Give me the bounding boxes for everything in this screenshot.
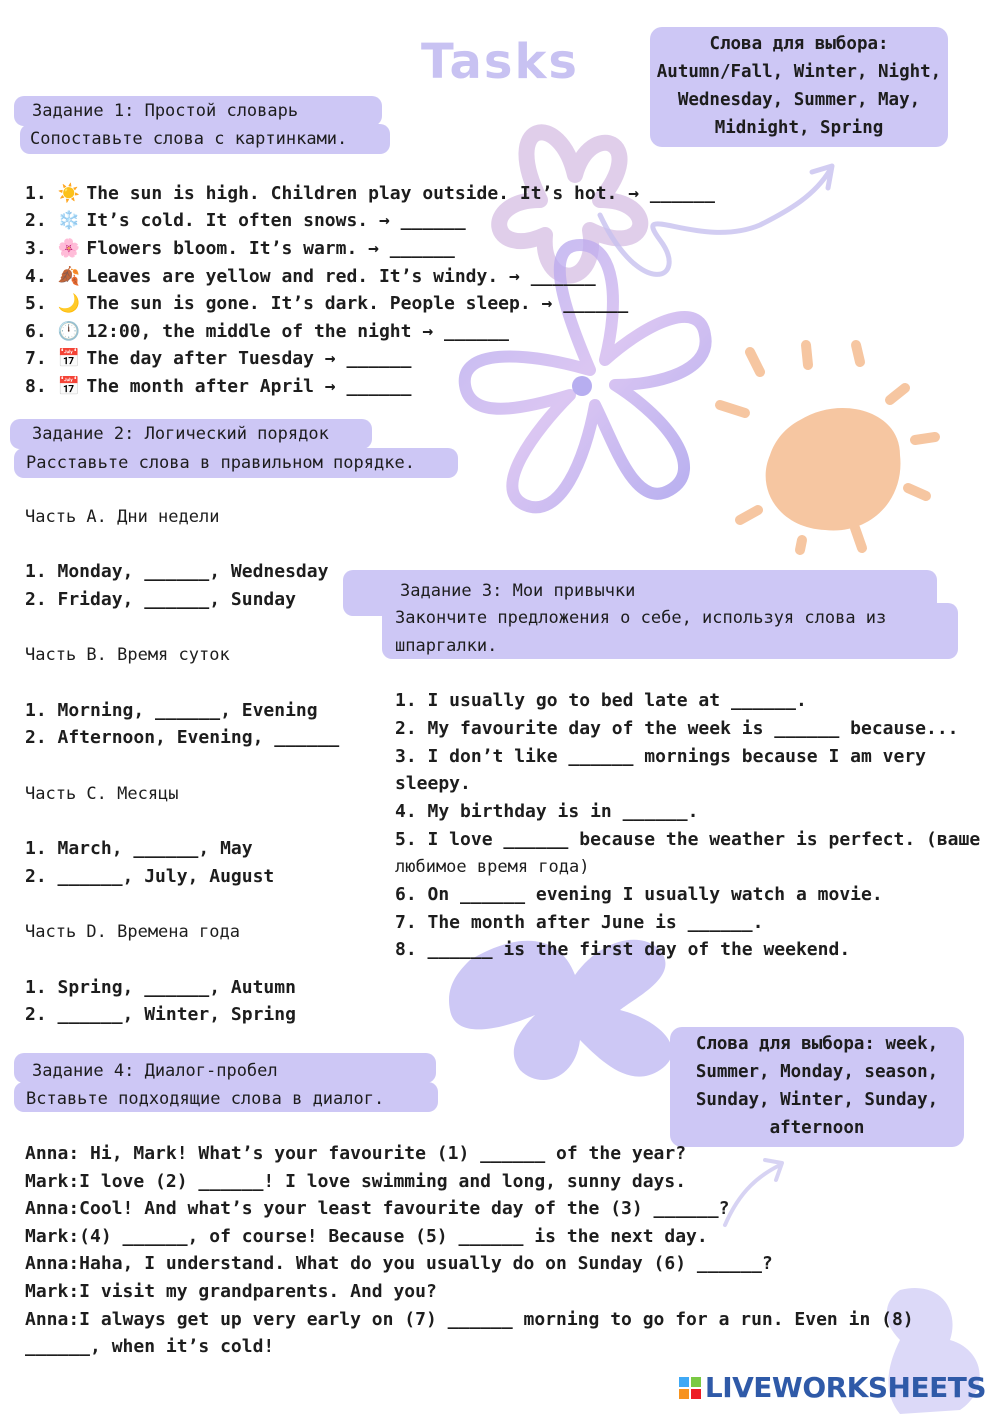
task3-instruction-cont: шпаргалки. [395,636,498,656]
liveworksheets-logo-icon [679,1373,701,1395]
dialogue-line: Anna: Hi, Mark! What’s your favourite (1) ______ of the year? [25,1143,687,1164]
task1-item: 6. 🕛 12:00, the middle of the night → ______ [25,318,509,346]
liveworksheets-logo[interactable] [679,1371,986,1404]
moon-icon: 🌙 [57,293,80,314]
task1-heading: Задание 1: Простой словарь [32,101,299,121]
task3-line: sleepy. [395,773,471,794]
word-bank-line: Summer, Monday, season, [695,1062,939,1082]
word-bank-line: Слова для выбора: [709,34,889,54]
task3-line: 3. I don’t like ______ mornings because I am very [395,746,927,767]
part-d-item: 2. ______, Winter, Spring [25,1004,296,1025]
part-a-label: Часть A. Дни недели [25,507,220,527]
word-bank-line: Sunday, Winter, Sunday, [695,1090,939,1110]
dialogue-line: Mark:I love (2) ______! I love swimming and long, sunny days. [25,1171,687,1192]
sun-icon: ☀️ [57,183,80,204]
task4-heading: Задание 4: Диалог-пробел [32,1061,278,1081]
task1-item: 5. 🌙 The sun is gone. It’s dark. People sleep. → ______ [25,290,628,318]
part-d-item: 1. Spring, ______, Autumn [25,977,296,998]
word-bank-line: Autumn/Fall, Winter, Night, [656,62,942,82]
part-a-item: 1. Monday, ______, Wednesday [25,561,329,582]
page-title: Tasks [420,34,579,90]
part-c-item: 2. ______, July, August [25,866,275,887]
part-b-item: 1. Morning, ______, Evening [25,700,318,721]
flower-icon: 🌸 [57,238,80,259]
task1-item: 4. 🍂 Leaves are yellow and red. It’s windy. → ______ [25,263,596,291]
word-bank-top [650,27,948,147]
dialogue-line: Anna:I always get up very early on (7) ______ morning to go for a run. Even in (8) [25,1309,914,1330]
task1-item: 2. ❄️ It’s cold. It often snows. → ______ [25,207,466,235]
task3-line: 7. The month after June is ______. [395,912,764,933]
liveworksheets-logo-text: LIVEWORKSHEETS [704,1371,986,1404]
word-bank-line: Midnight, Spring [714,118,884,138]
task4-instruction: Вставьте подходящие слова в диалог. [26,1089,385,1109]
task3-line: 4. My birthday is in ______. [395,801,699,822]
word-bank-line: Wednesday, Summer, May, [677,90,921,110]
part-a-item: 2. Friday, ______, Sunday [25,589,296,610]
task1-instruction: Сопоставьте слова с картинками. [30,129,348,149]
part-d-label: Часть D. Времена года [25,922,240,942]
task3-line: 2. My favourite day of the week is ______ because... [395,718,959,739]
dialogue-line: Mark:(4) ______, of course! Because (5) ______ is the next day. [25,1226,708,1247]
part-c-item: 1. March, ______, May [25,838,253,859]
task1-item: 3. 🌸 Flowers bloom. It’s warm. → ______ [25,235,455,263]
part-b-item: 2. Afternoon, Evening, ______ [25,727,340,748]
task1-item: 8. 📅 The month after April → ______ [25,373,411,401]
task1-item: 1. ☀️ The sun is high. Children play outside. It’s hot. → ______ [25,180,715,208]
task3-line: 1. I usually go to bed late at ______. [395,690,807,711]
calendar-icon: 📅 [57,376,80,397]
task3-heading: Задание 3: Мои привычки [400,581,636,601]
dialogue-line: ______, when it’s cold! [25,1336,275,1357]
calendar-icon: 📅 [57,348,80,369]
dialogue-line: Anna:Cool! And what’s your least favourite day of the (3) ______? [25,1198,730,1219]
word-bank-bottom [670,1027,964,1147]
part-b-label: Часть B. Время суток [25,645,230,665]
small-arrow-decoration [725,1160,782,1225]
sun-decoration [720,345,935,550]
word-bank-line: Слова для выбора: week, [695,1034,939,1054]
task2-instruction: Расставьте слова в правильном порядке. [26,453,415,473]
task2-heading: Задание 2: Логический порядок [32,424,329,444]
task1-item: 7. 📅 The day after Tuesday → ______ [25,345,411,373]
task3-line: 6. On ______ evening I usually watch a movie. [395,884,883,905]
task3-line: любимое время года) [395,857,590,877]
task3-line: 5. I love ______ because the weather is perfect. (ваше [395,829,981,850]
clock-icon: 🕛 [57,321,80,342]
word-bank-line: afternoon [769,1118,865,1138]
snowflake-icon: ❄️ [57,210,80,231]
task3-line: 8. ______ is the first day of the weekend. [395,939,851,960]
part-c-label: Часть C. Месяцы [25,784,179,804]
dialogue-line: Anna:Haha, I understand. What do you usually do on Sunday (6) ______? [25,1253,773,1274]
task3-instruction: Закончите предложения о себе, используя слова из [395,608,887,628]
leaves-icon: 🍂 [57,266,80,287]
dialogue-line: Mark:I visit my grandparents. And you? [25,1281,437,1302]
